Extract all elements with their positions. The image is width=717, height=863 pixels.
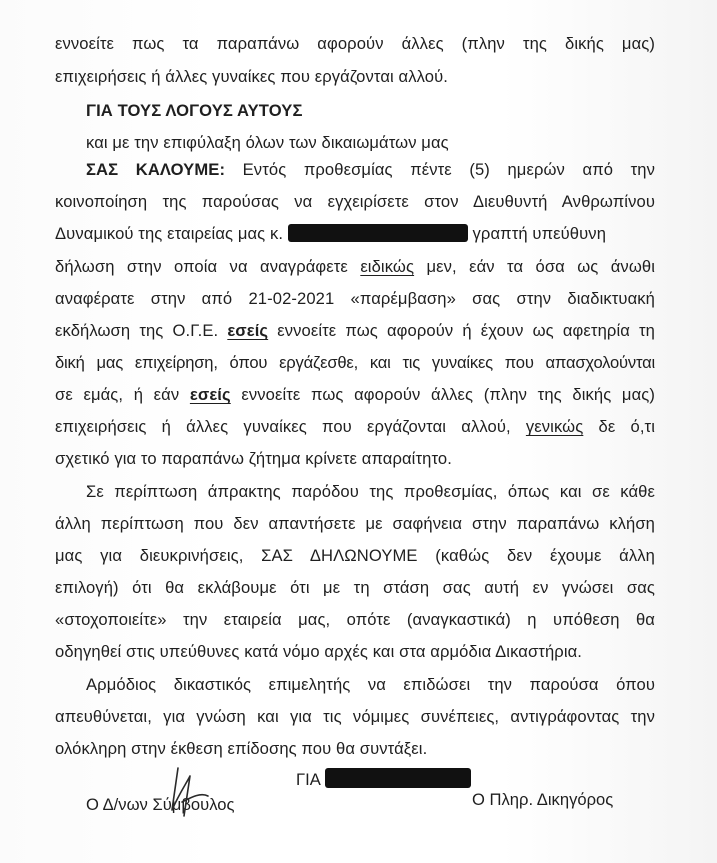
- text-span: σε εμάς, ή εάν: [55, 385, 180, 404]
- call-label: ΣΑΣ ΚΑΛΟΥΜΕ:: [86, 160, 226, 179]
- underlined-word: εσείς: [227, 321, 269, 340]
- text-line: [55, 320, 655, 342]
- text-line: ολόκληρη στην έκθεση επίδοσης που θα συντάξει.: [55, 739, 428, 758]
- text-line: κοινοποίηση της παρούσας να εγχειρίσετε στον Διευθυντή Ανθρωπίνου: [55, 192, 655, 211]
- text-line: αναφέρατε στην από 21-02-2021 «παρέμβαση» σας στην διαδικτυακή: [55, 289, 655, 308]
- signature-for-line: [296, 768, 471, 790]
- text-span: εννοείτε πως αφορούν ή έχουν ως αφετηρία τη: [277, 321, 655, 340]
- text-span: δήλωση στην οποία να αναγράφετε: [55, 257, 348, 276]
- text-line: [55, 384, 655, 406]
- text-line: επιλογή) ότι θα εκλάβουμε ότι με τη στάση σας αυτή εν γνώσει σας: [55, 578, 655, 597]
- text-line: Αρμόδιος δικαστικός επιμελητής να επιδώσει την παρούσα όπου: [86, 675, 655, 694]
- text-line: επιχειρήσεις ή άλλες γυναίκες που εργάζονται αλλού.: [55, 67, 448, 86]
- underlined-word: ειδικώς: [360, 257, 415, 276]
- redaction-bar: [325, 768, 471, 788]
- text-span: γραπτή υπεύθυνη: [472, 224, 607, 243]
- text-line: σχετικό για το παραπάνω ζήτημα κρίνετε απαραίτητο.: [55, 449, 452, 468]
- text-line: οδηγηθεί στις υπεύθυνες κατά νόμο αρχές και στα αρμόδια Δικαστήρια.: [55, 642, 583, 661]
- text-span: Εντός προθεσμίας πέντε (5) ημερών από την: [242, 160, 656, 179]
- text-span: δε ό,τι: [598, 417, 655, 436]
- text-line: [55, 223, 655, 245]
- text-line: Σε περίπτωση άπρακτης παρόδου της προθεσμίας, όπως και σε κάθε: [86, 482, 655, 501]
- underlined-word: εσείς: [189, 385, 231, 404]
- for-label: ΓΙΑ: [296, 770, 320, 789]
- text-line: άλλη περίπτωση που δεν απαντήσετε με σαφήνεια στην παραπάνω κλήση: [55, 514, 655, 533]
- redaction-bar: [288, 224, 468, 242]
- text-line: μας για διευκρινήσεις, ΣΑΣ ΔΗΛΩΝΟΥΜΕ (καθώς δεν έχουμε άλλη: [55, 546, 655, 565]
- text-span: εκδήλωση της Ο.Γ.Ε.: [55, 321, 219, 340]
- signatory-left: Ο Δ/νων Σύμβουλος: [86, 795, 235, 814]
- text-span: επιχειρήσεις ή άλλες γυναίκες που εργάζονται αλλού,: [55, 417, 511, 436]
- text-line: και με την επιφύλαξη όλων των δικαιωμάτων μας: [86, 133, 449, 152]
- signatory-right: Ο Πληρ. Δικηγόρος: [472, 790, 614, 809]
- underlined-word: γενικώς: [525, 417, 584, 436]
- text-span: εννοείτε πως αφορούν άλλες (πλην της δικής μας): [241, 385, 655, 404]
- text-span: μεν, εάν τα όσα ως άνωθι: [426, 257, 656, 276]
- text-line: δική μας επιχείρηση, όπου εργάζεσθε, και τις γυναίκες που απασχολούνται: [55, 353, 655, 372]
- text-line: [86, 159, 655, 181]
- text-span: Δυναμικού της εταιρείας μας κ.: [55, 224, 284, 243]
- text-line: εννοείτε πως τα παραπάνω αφορούν άλλες (πλην της δικής μας): [55, 34, 655, 53]
- text-line: [55, 256, 655, 278]
- handwritten-signature: [160, 762, 220, 822]
- text-line: [55, 416, 655, 438]
- text-line: «στοχοποιείτε» την εταιρεία μας, οπότε (αναγκαστικά) η υπόθεση θα: [55, 610, 655, 629]
- section-heading: ΓΙΑ ΤΟΥΣ ΛΟΓΟΥΣ ΑΥΤΟΥΣ: [86, 101, 303, 120]
- text-line: απευθύνεται, για γνώση και για τις νόμιμες συνέπειες, αντιγράφοντας την: [55, 707, 655, 726]
